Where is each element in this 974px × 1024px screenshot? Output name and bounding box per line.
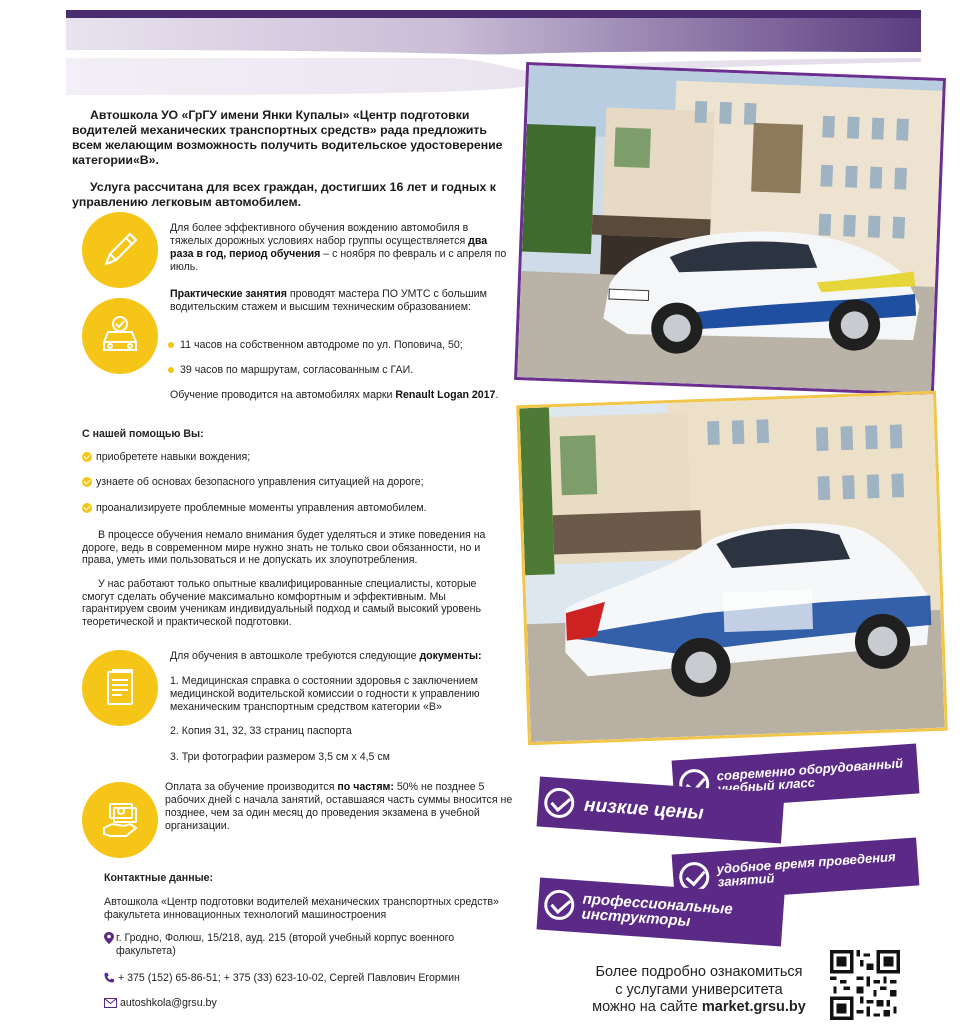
help-item-1 <box>82 451 250 464</box>
help-item-3 <box>82 502 427 515</box>
intro-paragraph-1: Автошкола УО «ГрГУ имени Янки Купалы» «Центр подготовки водителей механических транспортных средств» рада предложить всем желающим возможность получить водительское удостоверение категории«В». <box>72 108 503 167</box>
contacts-address <box>104 932 464 958</box>
document-item-2: 2. Копия 31, 32, 33 страниц паспорта <box>170 725 352 737</box>
intro-paragraph-2: Услуга рассчитана для всех граждан, достигших 16 лет и годных к управлению легковым автомобилем. <box>72 180 496 209</box>
cars-text-pre: Обучение проводится на автомобилях марки <box>170 389 396 401</box>
help-item-1-text: приобретете навыки вождения; <box>96 451 251 463</box>
practical-text-bold: Практические занятия <box>170 288 287 300</box>
specialists-paragraph-text: У нас работают только опытные квалифицированные специалисты, которые смогут сделать обучение максимально комфортным и эффективным. Мы гарантируем своим ученикам индивидуальный подход и самый высокий уровень теоретической и практической подготовки. <box>82 578 482 628</box>
pencil-icon <box>82 212 158 288</box>
enrollment-text-post: – с ноября по февраль и с апреля по июль. <box>170 248 507 273</box>
car-check-icon <box>82 298 158 374</box>
practice-bullet-2: 39 часов по маршрутам, согласованным с ГАИ. <box>168 364 508 377</box>
check-icon <box>82 503 92 513</box>
practical-text-rest: проводят мастера ПО УМТС с большим водительским стажем и высшим техническим образованием: <box>170 288 487 313</box>
payment-text-pre: Оплата за обучение производится <box>165 781 338 793</box>
ethics-paragraph <box>82 529 502 567</box>
badge-low-prices-text: низкие цены <box>583 794 705 824</box>
contacts-email[interactable] <box>104 997 404 1010</box>
contacts-org: Автошкола «Центр подготовки водителей механических транспортных средств» факультета инновационных технологий машиностроения <box>104 896 499 921</box>
practical-text <box>170 288 500 314</box>
money-hand-icon <box>82 782 158 858</box>
contacts-phone <box>104 972 524 985</box>
enrollment-text-bold: два раза в год, период обучения <box>170 235 488 260</box>
payment-text-bold: по частям: <box>337 781 394 793</box>
cars-text-bold: Renault Logan 2017 <box>395 389 496 401</box>
more-info-line-3 <box>574 999 824 1017</box>
check-icon <box>543 889 575 921</box>
payment-text <box>165 781 513 833</box>
documents-intro-bold: документы: <box>419 650 482 662</box>
help-item-2 <box>82 476 424 489</box>
check-icon <box>82 452 92 462</box>
contacts-address-text: г. Гродно, Фолюш, 15/218, ауд. 215 (второй учебный корпус военного факультета) <box>116 932 455 957</box>
badge-classroom-text: современно оборудованный учебный класс <box>716 755 904 797</box>
contacts-title: Контактные данные: <box>104 872 214 884</box>
badge-instructors-text: профессиональные инструкторы <box>581 890 734 931</box>
ethics-paragraph-text: В процессе обучения немало внимания будет уделяться и этике поведения на дороге, ведь в современном мире нужно знать не только свои обязанности, но и права, уметь ими пользоваться и не допускать их злоупотребления. <box>82 529 486 567</box>
contacts-phone-text: + 375 (152) 65-86-51; + 375 (33) 623-10-02, Сергей Павлович Егормин <box>118 972 460 984</box>
badge-convenient-time-text: удобное время проведения занятий <box>716 849 897 890</box>
document-icon <box>82 650 158 726</box>
help-item-3-text: проанализируете проблемные моменты управления автомобилем. <box>96 502 427 514</box>
check-icon <box>543 787 575 819</box>
more-info-line-1: Более подробно ознакомиться <box>595 964 803 980</box>
building-car-photo-1 <box>514 62 946 396</box>
enrollment-text <box>170 222 510 274</box>
more-info-line-3-pre: можно на сайте <box>592 999 702 1015</box>
document-item-3: 3. Три фотографии размером 3,5 см х 4,5 см <box>170 751 390 763</box>
enrollment-text-pre: Для более эффективного обучения вождению автомобиля в тяжелых дорожных условиях набор группы осуществляется <box>170 222 469 247</box>
document-item-1: 1. Медицинская справка о состоянии здоровья с заключением медицинской водительской комиссии о годности к управлению механическим транспортным средством категории «В» <box>170 675 480 713</box>
documents-intro <box>170 650 515 663</box>
check-icon <box>82 477 92 487</box>
help-item-2-text: узнаете об основах безопасного управления ситуацией на дороге; <box>96 476 424 488</box>
location-icon <box>104 932 114 944</box>
market-link[interactable]: market.grsu.by <box>701 999 806 1015</box>
practice-bullet-1: 11 часов на собственном автодроме по ул. Поповича, 50; <box>168 339 508 352</box>
cars-text-post: . <box>495 389 499 401</box>
contacts-email-text: autoshkola@grsu.by <box>120 997 217 1009</box>
payment-text-post: 50% не позднее 5 рабочих дней с начала занятий, оставшаяся часть суммы вносится не позднее, чем за один месяц до проведения экзамена в учебной организации. <box>165 781 513 832</box>
documents-intro-pre: Для обучения в автошколе требуются следующие <box>170 650 420 662</box>
help-title: С нашей помощью Вы: <box>82 428 204 440</box>
specialists-paragraph <box>82 578 502 628</box>
qr-code[interactable] <box>830 950 900 1020</box>
phone-icon <box>104 972 115 983</box>
more-info-line-2: с услугами университета <box>615 981 783 998</box>
email-icon <box>104 998 117 1008</box>
intro-section <box>72 108 512 210</box>
more-info <box>574 964 824 1017</box>
building-car-photo-2 <box>516 391 948 745</box>
cars-text <box>170 389 510 402</box>
